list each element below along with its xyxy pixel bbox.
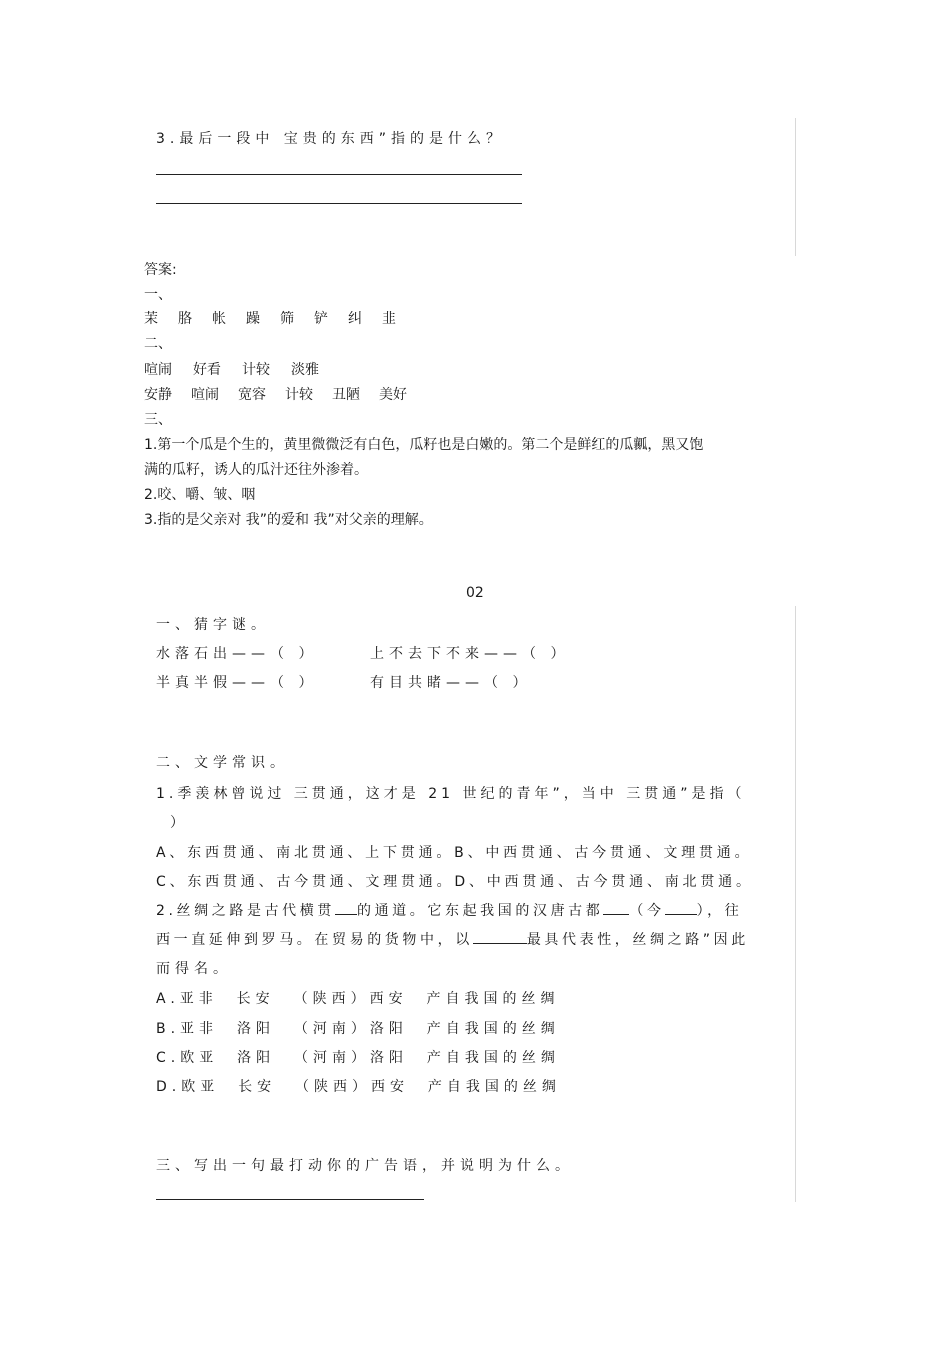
answers-part3-item1-line2: 满的瓜籽，诱人的瓜汁还往外渗着。 xyxy=(144,462,368,478)
riddle-3: 半真半假——（ ） xyxy=(156,675,318,691)
literature-heading: 二、文学常识。 xyxy=(156,755,289,771)
literature-q1-line2: ） xyxy=(170,815,189,831)
fill-blank[interactable] xyxy=(335,902,357,915)
page-border-bottom-right xyxy=(795,606,796,1202)
slogan-heading: 三、写出一句最打动你的广告语，并说明为什么。 xyxy=(156,1158,574,1174)
fill-blank[interactable] xyxy=(665,902,697,915)
answers-part3-heading: 三、 xyxy=(144,412,172,428)
answer-word: 计较 xyxy=(242,362,270,378)
literature-q2-line2 xyxy=(156,929,749,949)
answer-word: 喧闹 xyxy=(144,362,172,378)
answers-title: 答案: xyxy=(144,262,177,278)
answers-part1-heading: 一、 xyxy=(144,287,172,303)
answer-line-1[interactable] xyxy=(156,174,522,175)
answers-part1-words xyxy=(144,308,396,328)
option-d: D.欧亚 长安 （陕西）西安 产自我国的丝绸 xyxy=(156,1079,561,1095)
answer-word: 好看 xyxy=(193,362,221,378)
riddle-2: 上不去下不来——（ ） xyxy=(370,646,570,662)
literature-q1-option-cd: C、东西贯通、古今贯通、文理贯通。D、中西贯通、古今贯通、南北贯通。 xyxy=(156,874,754,890)
q2-text: 西一直延伸到罗马。在贸易的货物中，以 xyxy=(156,932,473,948)
literature-q1-line1: 1.季羡林曾说过 三贯通，这才是 21 世纪的青年”，当中 三贯通”是指（ xyxy=(156,786,746,802)
answers-part2-heading: 二、 xyxy=(144,336,172,352)
q2-text: 2.丝绸之路是古代横贯 xyxy=(156,903,335,919)
page-number: 02 xyxy=(466,585,484,601)
answers-part3-item2: 2.咬、嚼、皱、咽 xyxy=(144,487,256,503)
answers-part3-item1-line1: 1.第一个瓜是个生的，黄里微微泛有白色，瓜籽也是白嫩的。第二个是鲜红的瓜瓤，黑又饱 xyxy=(144,437,704,453)
page-border-top-right xyxy=(795,118,796,256)
answer-word: 胳 xyxy=(178,311,192,327)
answer-line-2[interactable] xyxy=(156,203,522,204)
answers-part2-row1 xyxy=(144,359,319,379)
option-c: C.欧亚 洛阳 （河南）洛阳 产自我国的丝绸 xyxy=(156,1050,560,1066)
answer-word: 帐 xyxy=(212,311,226,327)
answer-word: 喧闹 xyxy=(191,387,219,403)
literature-q1-option-ab: A、东西贯通、南北贯通、上下贯通。B、中西贯通、古今贯通、文理贯通。 xyxy=(156,845,753,861)
answers-part2-row2 xyxy=(144,384,407,404)
riddles-heading: 一、猜字谜。 xyxy=(156,617,270,633)
q2-text: 最具代表性，丝绸之路”因此 xyxy=(526,932,749,948)
answer-word: 丑陋 xyxy=(332,387,360,403)
answers-part3-item3: 3.指的是父亲对 我”的爱和 我”对父亲的理解。 xyxy=(144,512,433,528)
literature-q2-line3: 而得名。 xyxy=(156,961,232,977)
option-b: B.亚非 洛阳 （河南）洛阳 产自我国的丝绸 xyxy=(156,1021,560,1037)
answer-word: 纠 xyxy=(348,311,362,327)
answer-word: 淡雅 xyxy=(291,362,319,378)
answer-word: 韭 xyxy=(382,311,396,327)
slogan-answer-line[interactable] xyxy=(156,1199,424,1200)
answer-word: 筛 xyxy=(280,311,294,327)
answer-word: 安静 xyxy=(144,387,172,403)
answer-word: 美好 xyxy=(379,387,407,403)
option-a: A.亚非 长安 （陕西）西安 产自我国的丝绸 xyxy=(156,991,560,1007)
q2-text: （今 xyxy=(629,903,665,919)
fill-blank[interactable] xyxy=(603,902,629,915)
fill-blank[interactable] xyxy=(473,931,527,944)
question-3: 3.最后一段中 宝贵的东西”指的是什么？ xyxy=(156,131,506,147)
literature-q2-line1 xyxy=(156,900,742,920)
answer-word: 计较 xyxy=(285,387,313,403)
answer-word: 铲 xyxy=(314,311,328,327)
answer-word: 躁 xyxy=(246,311,260,327)
riddle-1: 水落石出——（ ） xyxy=(156,646,318,662)
q2-text: 的通道。它东起我国的汉唐古都 xyxy=(356,903,604,919)
q2-text: ），往 xyxy=(696,903,743,919)
answer-word: 茉 xyxy=(144,311,158,327)
answer-word: 宽容 xyxy=(238,387,266,403)
riddle-4: 有目共睹——（ ） xyxy=(370,675,532,691)
